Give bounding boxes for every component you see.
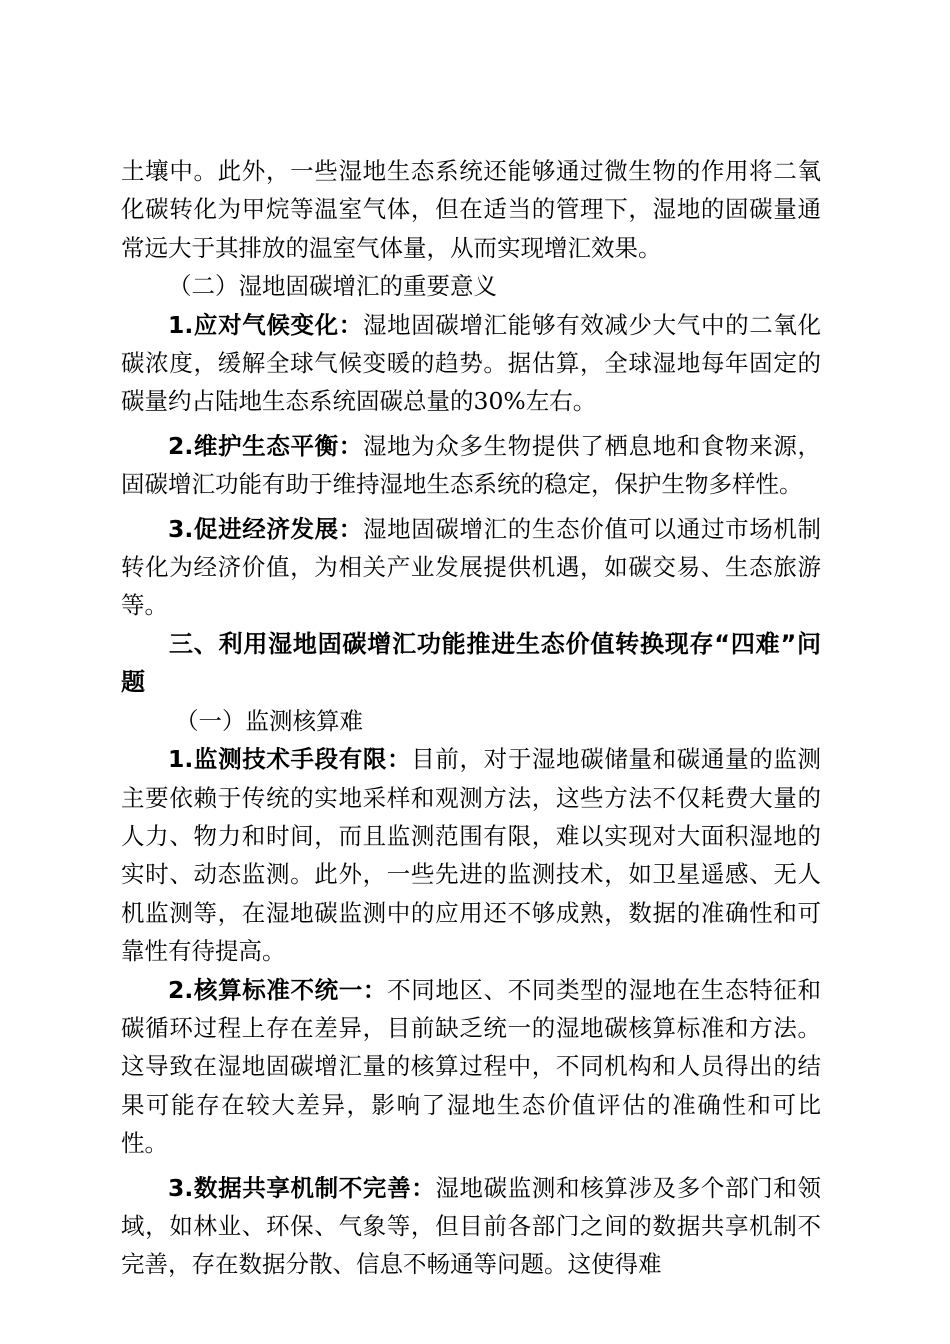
significance-item-lead: 2.维护生态平衡： <box>168 431 363 460</box>
significance-item-body: 湿地固碳增汇的生态价值可以通过市场机制转化为经济价值，为相关产业发展提供机遇，如碳交易、生态旅游等。 <box>121 514 822 620</box>
monitoring-item <box>121 971 821 1163</box>
monitoring-item-body: 湿地碳监测和核算涉及多个部门和领域，如林业、环保、气象等，但目前各部门之间的数据共享机制不完善，存在数据分散、信息不畅通等问题。这使得难 <box>121 1173 822 1279</box>
monitoring-item <box>121 1169 821 1284</box>
monitoring-item-lead: 1.监测技术手段有限： <box>168 745 412 774</box>
monitoring-item-lead: 3.数据共享机制不完善： <box>168 1173 436 1202</box>
monitoring-item-body: 目前，对于湿地碳储量和碳通量的监测主要依赖于传统的实地采样和观测方法，这些方法不仅耗费大量的人力、物力和时间，而且监测范围有限，难以实现对大面积湿地的实时、动态监测。此外，一些先进的监测技术，如卫星遥感、无人机监测等，在湿地碳监测中的应用还不够成熟，数据的准确性和可靠性有待提高。 <box>121 745 822 966</box>
subsection-title-monitoring: （一）监测核算难 <box>175 706 364 735</box>
significance-item-body: 湿地固碳增汇能够有效减少大气中的二氧化碳浓度，缓解全球气候变暖的趋势。据估算，全球湿地每年固定的碳量约占陆地生态系统固碳总量的30%左右。 <box>121 310 822 416</box>
significance-item-lead: 1.应对气候变化： <box>168 310 363 339</box>
significance-item-body: 湿地为众多生物提供了栖息地和食物来源，固碳增汇功能有助于维持湿地生态系统的稳定，保护生物多样性。 <box>121 431 822 499</box>
significance-item <box>121 306 821 421</box>
monitoring-item-lead: 2.核算标准不统一： <box>168 975 388 1004</box>
significance-item-lead: 3.促进经济发展： <box>168 514 363 543</box>
opening-paragraph: 土壤中。此外，一些湿地生态系统还能够通过微生物的作用将二氧化碳转化为甲烷等温室气体，但在适当的管理下，湿地的固碳量通常远大于其排放的温室气体量，从而实现增汇效果。 <box>121 157 821 262</box>
significance-item <box>121 427 821 504</box>
monitoring-item <box>121 740 821 970</box>
monitoring-item-body: 不同地区、不同类型的湿地在生态特征和碳循环过程上存在差异，目前缺乏统一的湿地碳核算标准和方法。这导致在湿地固碳增汇量的核算过程中，不同机构和人员得出的结果可能存在较大差异，影响了湿地生态价值评估的准确性和可比性。 <box>121 975 822 1158</box>
subsection-title-significance: （二）湿地固碳增汇的重要意义 <box>168 272 497 301</box>
significance-item <box>121 510 821 625</box>
document-page <box>121 152 821 1284</box>
section-title-four-difficulties: 三、利用湿地固碳增汇功能推进生态价值转换现存“四难”问题 <box>121 629 821 697</box>
